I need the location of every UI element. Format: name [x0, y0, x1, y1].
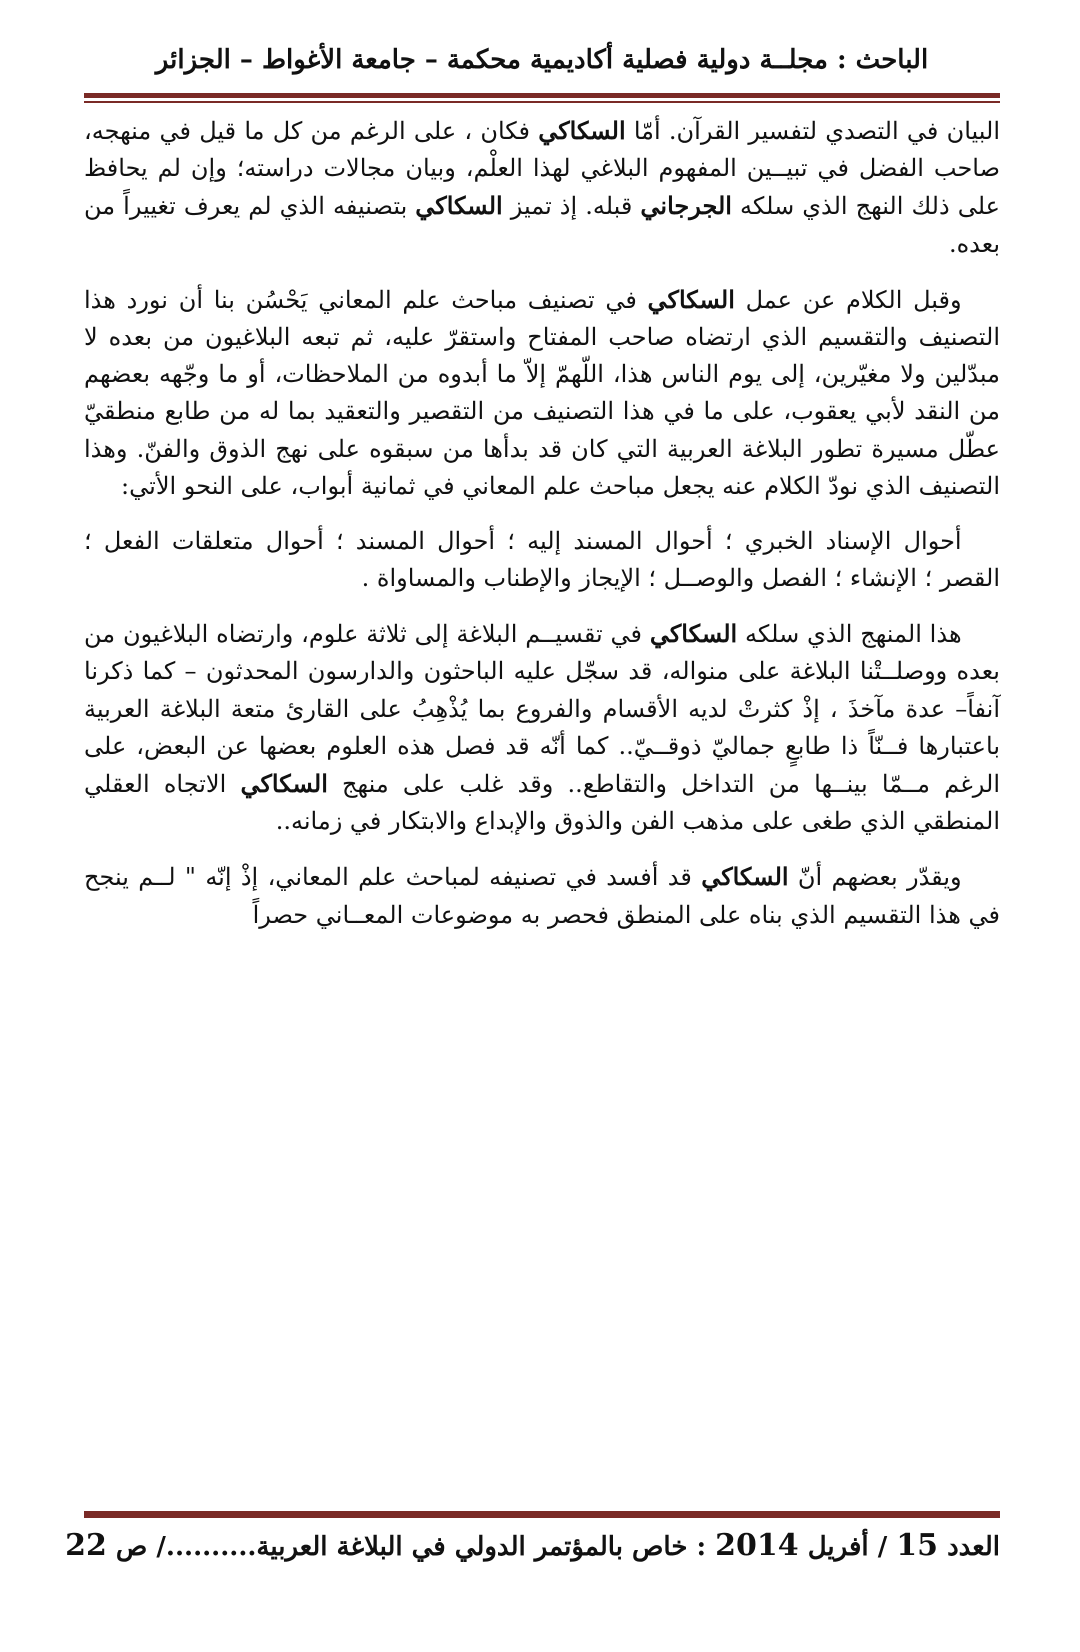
header-rule	[84, 93, 1000, 103]
paragraph	[84, 858, 1000, 933]
author-name-bold: السكاكي	[415, 191, 503, 221]
paragraph-text: ويقدّر بعضهم أنّ	[788, 863, 962, 892]
page-number: 22	[65, 1528, 107, 1563]
paragraph-text: قد أفسد في تصنيفه لمباحث علم المعاني، إذْ إنّه " لــم ينجح في هذا التقسيم الذي بناه على المنطق فحصر به موضوعات المعــاني حصراً	[84, 863, 1000, 929]
paragraph-text: البيان في التصدي لتفسير القرآن. أمّا	[625, 117, 1000, 145]
author-name-bold: السكاكي	[649, 619, 738, 649]
author-name-bold: الجرجاني	[640, 191, 732, 221]
paragraph-text: في تصنيف مباحث علم المعاني يَحْسُن بنا أن نورد هذا التصنيف والتقسيم الذي ارتضاه صاحب المفتاح واستقرّ عليه، ثم تبعه البلاغيون من بعده لا مبدّلين ولا مغيّرين، إلى يوم الناس هذا، اللّهمّ إلاّ ما أبدوه من الملاحظات، أو ما وجّهه بعضهم من النقد لأبي يعقوب، على ما في هذا التصنيف من التقصير والتعقيد بما له من طابع منطقيّ عطّل مسيرة تطور البلاغة العربية التي كان قد بدأها من سبقوه على نهج الذوق والفنّ. وهذا التصنيف الذي نودّ الكلام عنه يجعل مباحث علم المعاني في ثمانية أبواب، على النحو الأتي:	[84, 285, 1000, 500]
paragraph-text: أحوال الإسناد الخبري ؛ أحوال المسند إليه ؛ أحوال المسند ؛ أحوال متعلقات الفعل ؛ القصر ؛ الإنشاء ؛ الفصل والوصــل ؛ الإيجاز والإطناب والمساواة .	[84, 526, 1000, 593]
special-issue-note: : خاص بالمؤتمر الدولي في البلاغة العربية........../	[156, 1532, 707, 1562]
page-footer	[65, 1524, 1000, 1569]
paragraph-text: قبله. إذ تميز	[502, 192, 641, 221]
issue-year: 2014	[715, 1528, 799, 1563]
issue-month: أفريل	[807, 1532, 869, 1562]
journal-header: الباحث : مجلــة دولية فصلية أكاديمية محكمة – جامعة الأغواط – الجزائر	[155, 45, 929, 75]
issue-separator: /	[877, 1532, 888, 1562]
article-body	[84, 112, 1000, 952]
author-name-bold: السكاكي	[538, 116, 626, 145]
footer-rule	[84, 1508, 1000, 1518]
issue-number: 15	[896, 1528, 939, 1563]
paragraph	[84, 615, 1000, 840]
paragraph-text: فكان ، على الرغم من كل ما قيل في منهجه، صاحب الفضل في تبيــين المفهوم البلاغي لهذا العلْم، وبيان مجالات دراسته؛ وإن لم يحافظ على ذلك النهج الذي سلكه	[84, 117, 1000, 221]
author-name-bold: السكاكي	[701, 862, 789, 892]
paragraph	[84, 281, 1000, 505]
paragraph-text: وقبل الكلام عن عمل	[734, 285, 962, 314]
paragraph-text: هذا المنهج الذي سلكه	[737, 620, 962, 649]
paragraph-text: في تقسيــم البلاغة إلى ثلاثة علوم، وارتضاه البلاغيون من بعده ووصلــتْنا البلاغة على منواله، قد سجّل عليه الباحثون والدارسون المحدثون – كما ذكرنا آنفاً– عدة مآخذَ ، إذْ كثرتْ لديه الأقسام والفروع بما يُذْهِبُ على القارئ متعة البلاغة العربية باعتبارها فــنّاً ذا طابعٍ جماليّ ذوقــيّ.. كما أنّه قد فصل هذه العلوم بعضها عن البعض، على الرغم مــمّا بينــها من التداخل والتقاطع.. وقد غلب على منهج	[84, 620, 1000, 798]
issue-label: العدد	[947, 1532, 1000, 1562]
paragraph	[84, 112, 1000, 263]
page-label: ص	[115, 1532, 148, 1562]
author-name-bold: السكاكي	[240, 769, 328, 798]
author-name-bold: السكاكي	[647, 284, 735, 314]
paragraph	[84, 523, 1000, 597]
paragraph-text: بتصنيفه الذي لم يعرف تغييراً من بعده.	[84, 192, 1000, 258]
paragraph-text: الاتجاه العقلي المنطقي الذي طغى على مذهب الفن والذوق والإبداع والابتكار في زمانه..	[84, 770, 1000, 836]
